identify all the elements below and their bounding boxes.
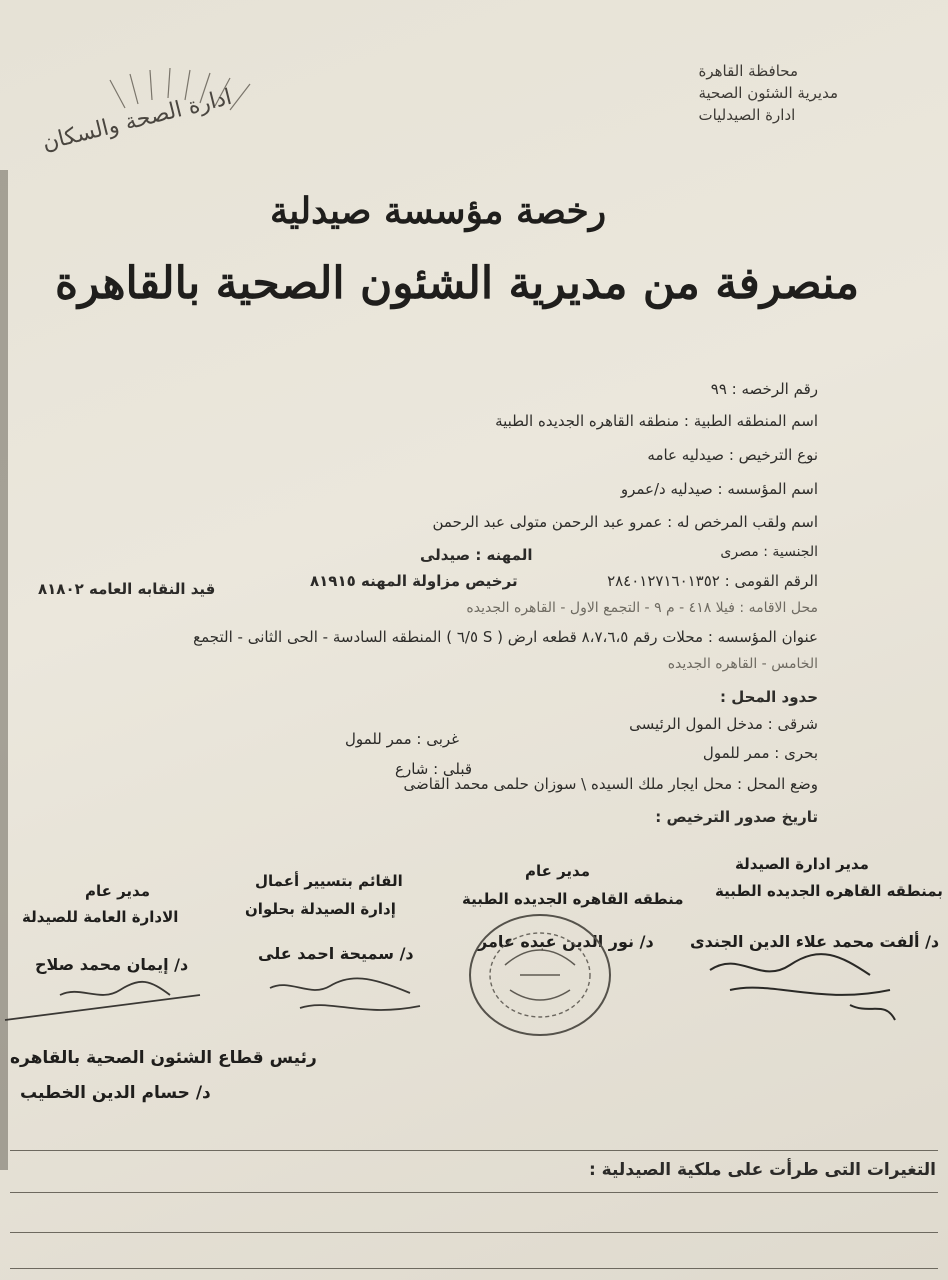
boundaries-label: حدود المحل : bbox=[720, 688, 818, 706]
sig4-name: د/ إيمان محمد صلاح bbox=[35, 955, 189, 974]
profession: المهنه : صيدلى bbox=[420, 546, 533, 564]
boundary-east: شرقى : مدخل المول الرئيسى bbox=[629, 715, 818, 733]
sig2-name: د/ نور الدين عبده عامر bbox=[478, 932, 654, 951]
sig3-title: القائم بتسيير أعمال bbox=[255, 872, 403, 890]
sig1-handwriting-icon bbox=[700, 945, 900, 1025]
chief-name: د/ حسام الدين الخطيب bbox=[20, 1083, 211, 1103]
sig2-title: مدير عام bbox=[525, 862, 591, 880]
header-directorate: مديرية الشئون الصحية bbox=[698, 84, 838, 102]
official-seal-icon bbox=[460, 905, 620, 1045]
practice-license: ترخيص مزاولة المهنه ٨١٩١٥ bbox=[310, 572, 518, 590]
footer-rule-1 bbox=[10, 1150, 938, 1151]
license-type: نوع الترخيص : صيدليه عامه bbox=[647, 446, 818, 464]
sig4-handwriting-icon bbox=[0, 975, 220, 1035]
header-authority bbox=[698, 60, 838, 126]
licensee-name: اسم ولقب المرخص له : عمرو عبد الرحمن متولى عبد الرحمن bbox=[432, 513, 818, 531]
sig1-title: مدير ادارة الصيدلة bbox=[735, 855, 869, 873]
sig3-handwriting-icon bbox=[260, 968, 430, 1028]
boundary-north: بحرى : ممر للمول bbox=[702, 744, 818, 762]
nationality: الجنسية : مصرى bbox=[720, 544, 818, 560]
header-department: ادارة الصيدليات bbox=[698, 106, 796, 124]
sig4-title: مدير عام bbox=[85, 882, 151, 900]
header-stamp-left bbox=[39, 58, 300, 157]
sig3-subtitle: إدارة الصيدلة بحلوان bbox=[245, 900, 396, 918]
sig2-subtitle: منطقه القاهره الجديده الطبية bbox=[462, 890, 684, 908]
footer-rule-3 bbox=[10, 1232, 938, 1233]
institution-address-cont: الخامس - القاهره الجديده bbox=[667, 656, 818, 672]
residence-address: محل الاقامه : فيلا ٤١٨ - م ٩ - التجمع الاول - القاهره الجديده bbox=[466, 600, 818, 616]
license-number: رقم الرخصه : ٩٩ bbox=[710, 380, 818, 398]
sig1-name: د/ ألفت محمد علاء الدين الجندى bbox=[690, 932, 940, 951]
chief-title: رئيس قطاع الشئون الصحية بالقاهره bbox=[10, 1048, 317, 1068]
institution-name: اسم المؤسسه : صيدليه د/عمرو bbox=[620, 480, 818, 498]
document-subtitle: منصرفة من مديرية الشئون الصحية بالقاهرة bbox=[55, 258, 860, 309]
boundary-west: غربى : ممر للمول bbox=[345, 730, 459, 748]
document-title: رخصة مؤسسة صيدلية bbox=[270, 190, 607, 232]
boundary-south: قبلى : شارع bbox=[395, 760, 473, 778]
sig3-name: د/ سميحة احمد على bbox=[258, 944, 414, 963]
header-stamp-text: ادارة الصحة والسكان bbox=[39, 84, 235, 157]
medical-region: اسم المنطقه الطبية : منطقه القاهره الجديده الطبية bbox=[495, 412, 818, 430]
national-id: الرقم القومى : ٢٨٤٠١٢٧١٦٠١٣٥٢ bbox=[607, 572, 818, 590]
header-governorate: محافظة القاهرة bbox=[698, 62, 798, 80]
sig1-subtitle: بمنطقه القاهره الجديده الطبية bbox=[715, 882, 943, 900]
issue-date-label: تاريخ صدور الترخيص : bbox=[655, 808, 818, 826]
institution-address: عنوان المؤسسه : محلات رقم ٨،٧،٦،٥ قطعه ارض ( S ٦/٥ ) المنطقه السادسة - الحى الثانى - التجمع bbox=[193, 628, 818, 646]
sig4-subtitle: الادارة العامة للصيدلة bbox=[22, 908, 179, 926]
shop-status: وضع المحل : محل ايجار ملك السيده \ سوزان حلمى محمد القاضى bbox=[403, 775, 818, 793]
footer-rule-4 bbox=[10, 1268, 938, 1269]
syndicate-number: قيد النقابه العامه ٨١٨٠٢ bbox=[38, 580, 216, 598]
footer-rule-2 bbox=[10, 1192, 938, 1193]
ownership-changes-label: التغيرات التى طرأت على ملكية الصيدلية : bbox=[588, 1160, 936, 1180]
